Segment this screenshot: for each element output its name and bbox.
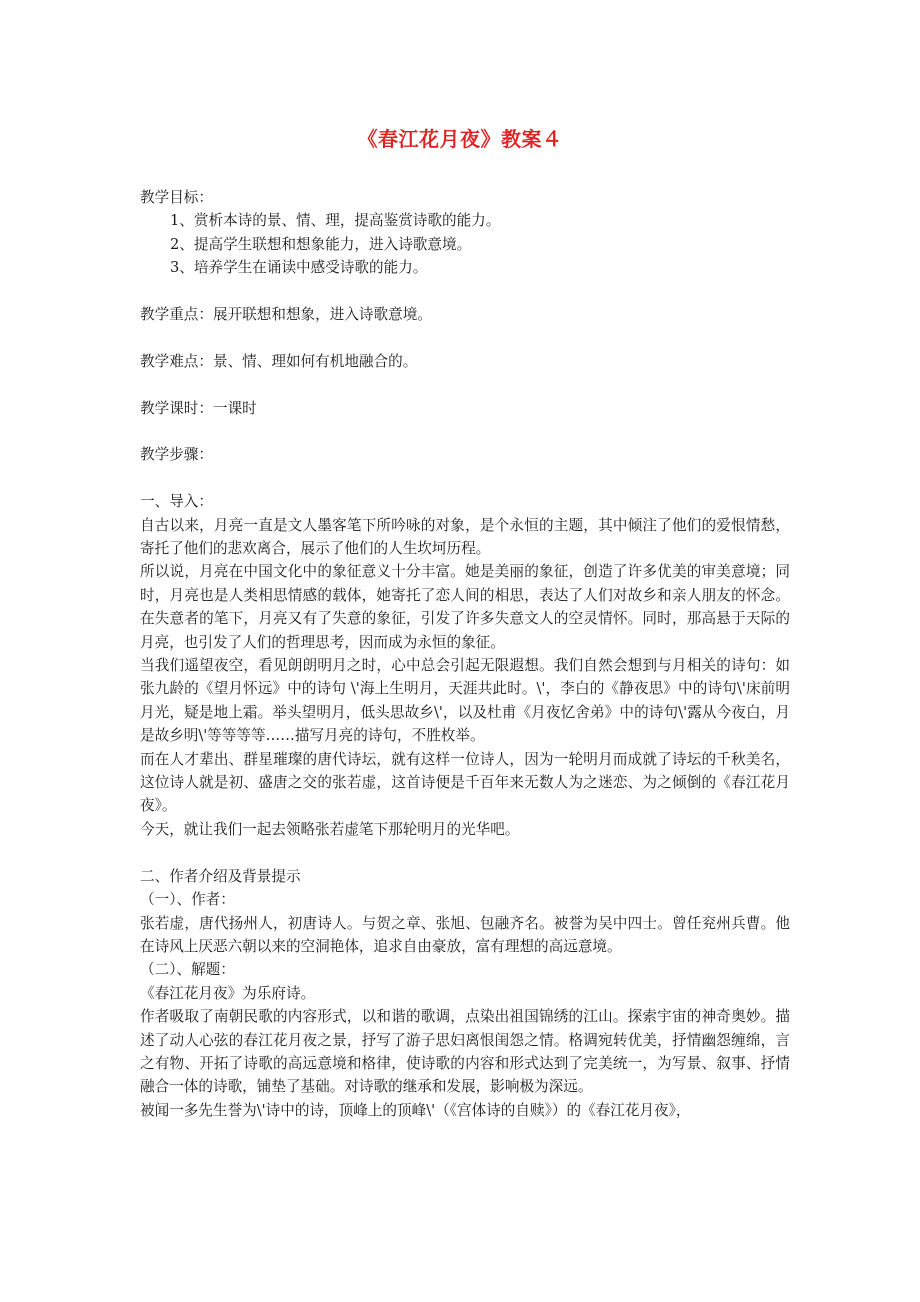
paragraph: 而在人才辈出、群星璀璨的唐代诗坛，就有这样一位诗人，因为一轮明月而成就了诗坛的千秋美名，这位诗人就是初、盛唐之交的张若虚，这首诗便是千百年来无数人为之迷恋、为之倾倒的《春江花月夜》。 — [140, 750, 790, 815]
document-title: 《春江花月夜》教案４ — [357, 127, 563, 151]
section-heading: 一、导入： — [140, 493, 213, 511]
objective-item: 1、赏析本诗的景、情、理，提高鉴赏诗歌的能力。 — [170, 212, 501, 230]
difficulty: 教学难点：景、情、理如何有机地融合的。 — [140, 352, 418, 370]
objective-item: 2、提高学生联想和想象能力，进入诗歌意境。 — [170, 235, 472, 253]
paragraph: 自古以来，月亮一直是文人墨客笔下所吟咏的对象，是个永恒的主题，其中倾注了他们的爱恨情愁，寄托了他们的悲欢离合，展示了他们的人生坎坷历程。 — [140, 516, 790, 558]
spacer — [140, 467, 790, 490]
paragraph: 所以说，月亮在中国文化中的象征意义十分丰富。她是美丽的象征，创造了许多优美的审美意境；同时，月亮也是人类相思情感的载体，她寄托了恋人间的相思，表达了人们对故乡和亲人朋友的怀念。在失意者的笔下，月亮又有了失意的象征，引发了许多失意文人的空灵情怀。同时，那高悬于天际的月亮，也引发了人们的哲理思考，因而成为永恒的象征。 — [140, 563, 790, 651]
paragraph: 张若虚，唐代扬州人，初唐诗人。与贺之章、张旭、包融齐名。被誉为吴中四士。曾任兖州兵曹。他在诗风上厌恶六朝以来的空洞艳体，追求自由豪放，富有理想的高远意境。 — [140, 914, 790, 955]
document-body — [140, 186, 790, 1122]
spacer — [140, 280, 790, 303]
paragraph: 作者吸取了南朝民歌的内容形式，以和谐的歌调，点染出祖国锦绣的江山。探索宇宙的神奇奥妙。描述了动人心弦的春江花月夜之景，抒写了游子思妇离恨闺怨之情。格调宛转优美，抒情幽怨缠绵，言之有物、开拓了诗歌的高远意境和格律，使诗歌的内容和形式达到了完美统一，为写景、叙事、抒情融合一体的诗歌，铺垫了基础。对诗歌的继承和发展，影响极为深远。 — [140, 1008, 790, 1096]
spacer — [140, 841, 790, 864]
objectives-heading: 教学目标： — [140, 189, 213, 206]
paragraph: 今天，就让我们一起去领略张若虚笔下那轮明月的光华吧。 — [140, 820, 520, 838]
steps-heading: 教学步骤： — [140, 446, 213, 464]
paragraph: 被闻一多先生誉为\'诗中的诗，顶峰上的顶峰\'（《宫体诗的自赎》）的《春江花月夜》， — [140, 1101, 691, 1119]
key-point: 教学重点：展开联想和想象，进入诗歌意境。 — [140, 306, 432, 324]
paragraph: 当我们遥望夜空，看见朗朗明月之时，心中总会引起无限遐想。我们自然会想到与月相关的诗句：如张九龄的《望月怀远》中的诗句 \'海上生明月，天涯共此时。\'，李白的《静夜思》中的诗句\'床前明月光，疑是地上霜。举头望明月，低头思故乡\'，以及杜甫《月夜忆舍弟》中的诗句\'露从今夜白，月是故乡明\'等等等等……描写月亮的诗句，不胜枚举。 — [140, 657, 790, 745]
spacer — [140, 326, 790, 349]
section-heading: 二、作者介绍及背景提示 — [140, 867, 301, 885]
subsection-heading: （一）、作者： — [140, 891, 235, 909]
subsection-heading: （二）、解题： — [140, 961, 235, 979]
class-hours: 教学课时：一课时 — [140, 399, 257, 417]
objective-item: 3、培养学生在诵读中感受诗歌的能力。 — [170, 259, 428, 277]
spacer — [140, 420, 790, 443]
paragraph: 《春江花月夜》为乐府诗。 — [140, 984, 316, 1002]
spacer — [140, 373, 790, 396]
